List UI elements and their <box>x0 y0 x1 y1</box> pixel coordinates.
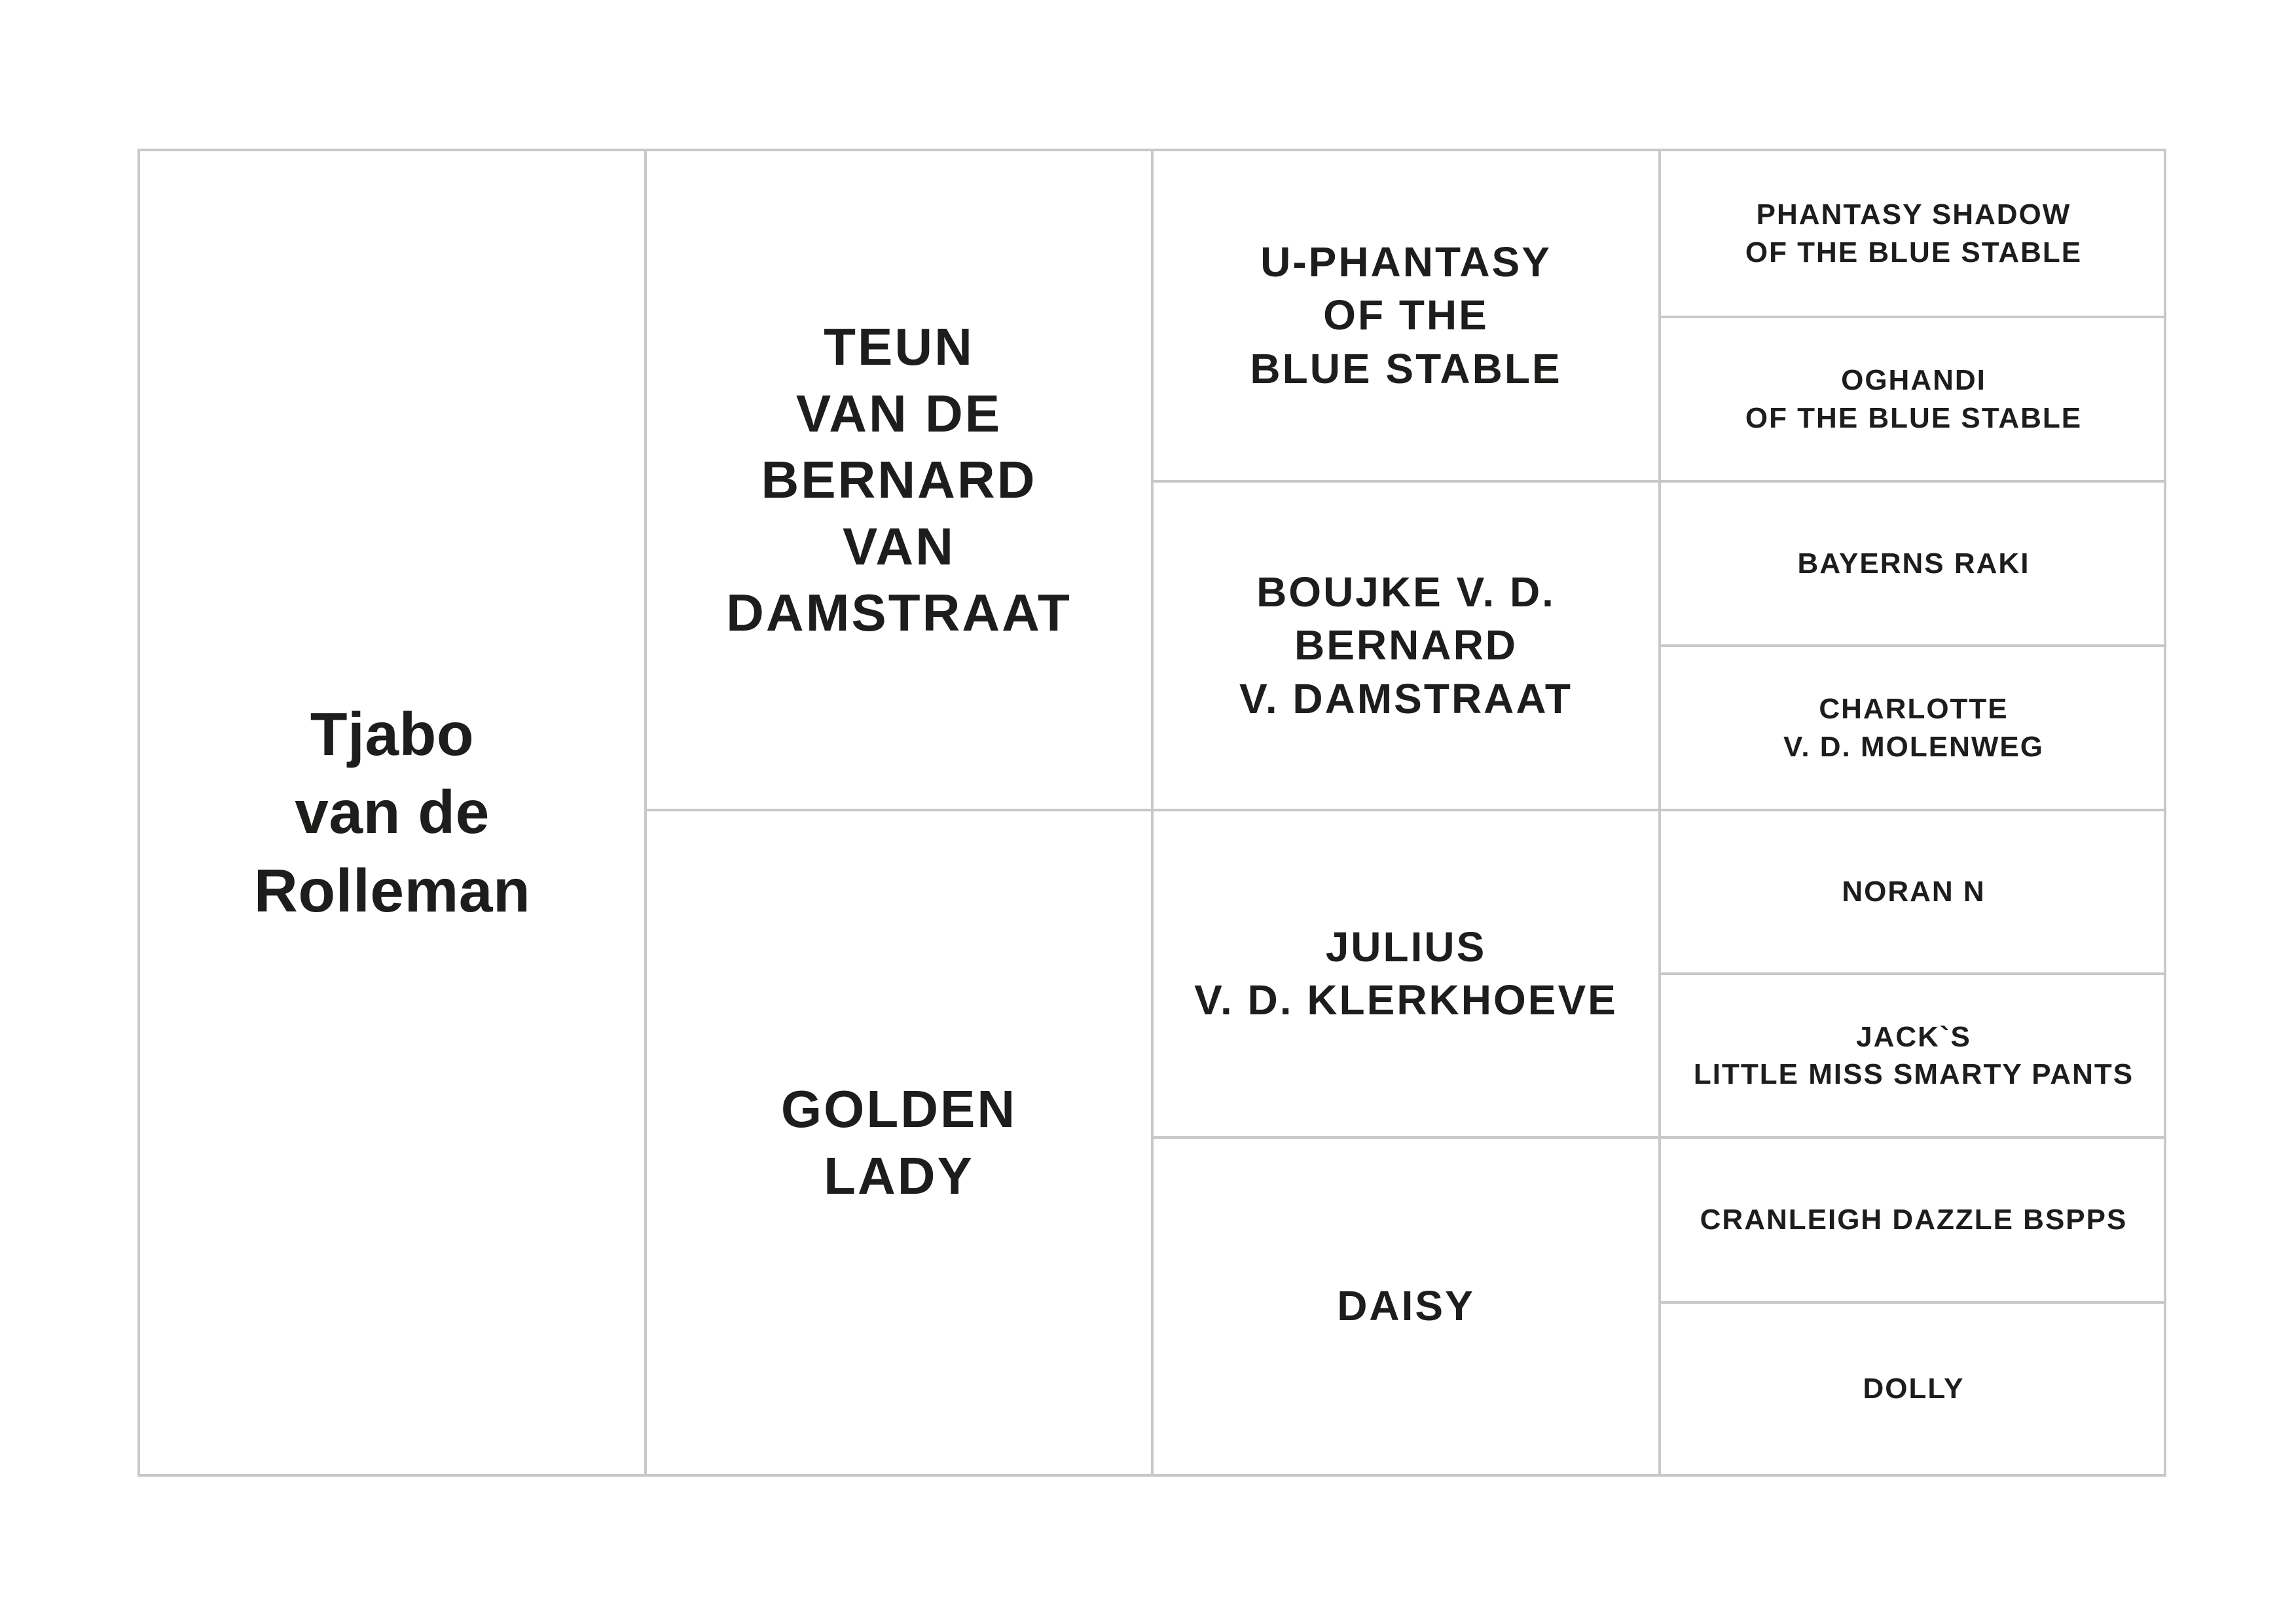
sire-dam-name: BOUJKE V. D. BERNARD V. DAMSTRAAT <box>1151 480 1658 809</box>
pedigree-chart <box>137 149 2166 1477</box>
dam-dam-sire-name: CRANLEIGH DAZZLE BSPPS <box>1658 1136 2166 1301</box>
dam-dam-dam-name: DOLLY <box>1658 1301 2166 1474</box>
dam-dam-name: DAISY <box>1151 1136 1658 1474</box>
dam-name: GOLDEN LADY <box>644 809 1151 1474</box>
sire-name: TEUN VAN DE BERNARD VAN DAMSTRAAT <box>644 151 1151 809</box>
sire-dam-sire-name: BAYERNS RAKI <box>1658 480 2166 644</box>
subject-name: Tjabo van de Rolleman <box>253 700 531 925</box>
dam-sire-name: JULIUS V. D. KLERKHOEVE <box>1151 809 1658 1136</box>
dam-sire-sire-name: NORAN N <box>1658 809 2166 972</box>
sire-dam-dam-name: CHARLOTTE V. D. MOLENWEG <box>1658 644 2166 809</box>
sire-sire-sire-name: PHANTASY SHADOW OF THE BLUE STABLE <box>1658 151 2166 316</box>
sire-sire-dam-name: OGHANDI OF THE BLUE STABLE <box>1658 316 2166 480</box>
sire-sire-name: U-PHANTASY OF THE BLUE STABLE <box>1151 151 1658 480</box>
dam-sire-dam-name: JACK`S LITTLE MISS SMARTY PANTS <box>1658 972 2166 1136</box>
